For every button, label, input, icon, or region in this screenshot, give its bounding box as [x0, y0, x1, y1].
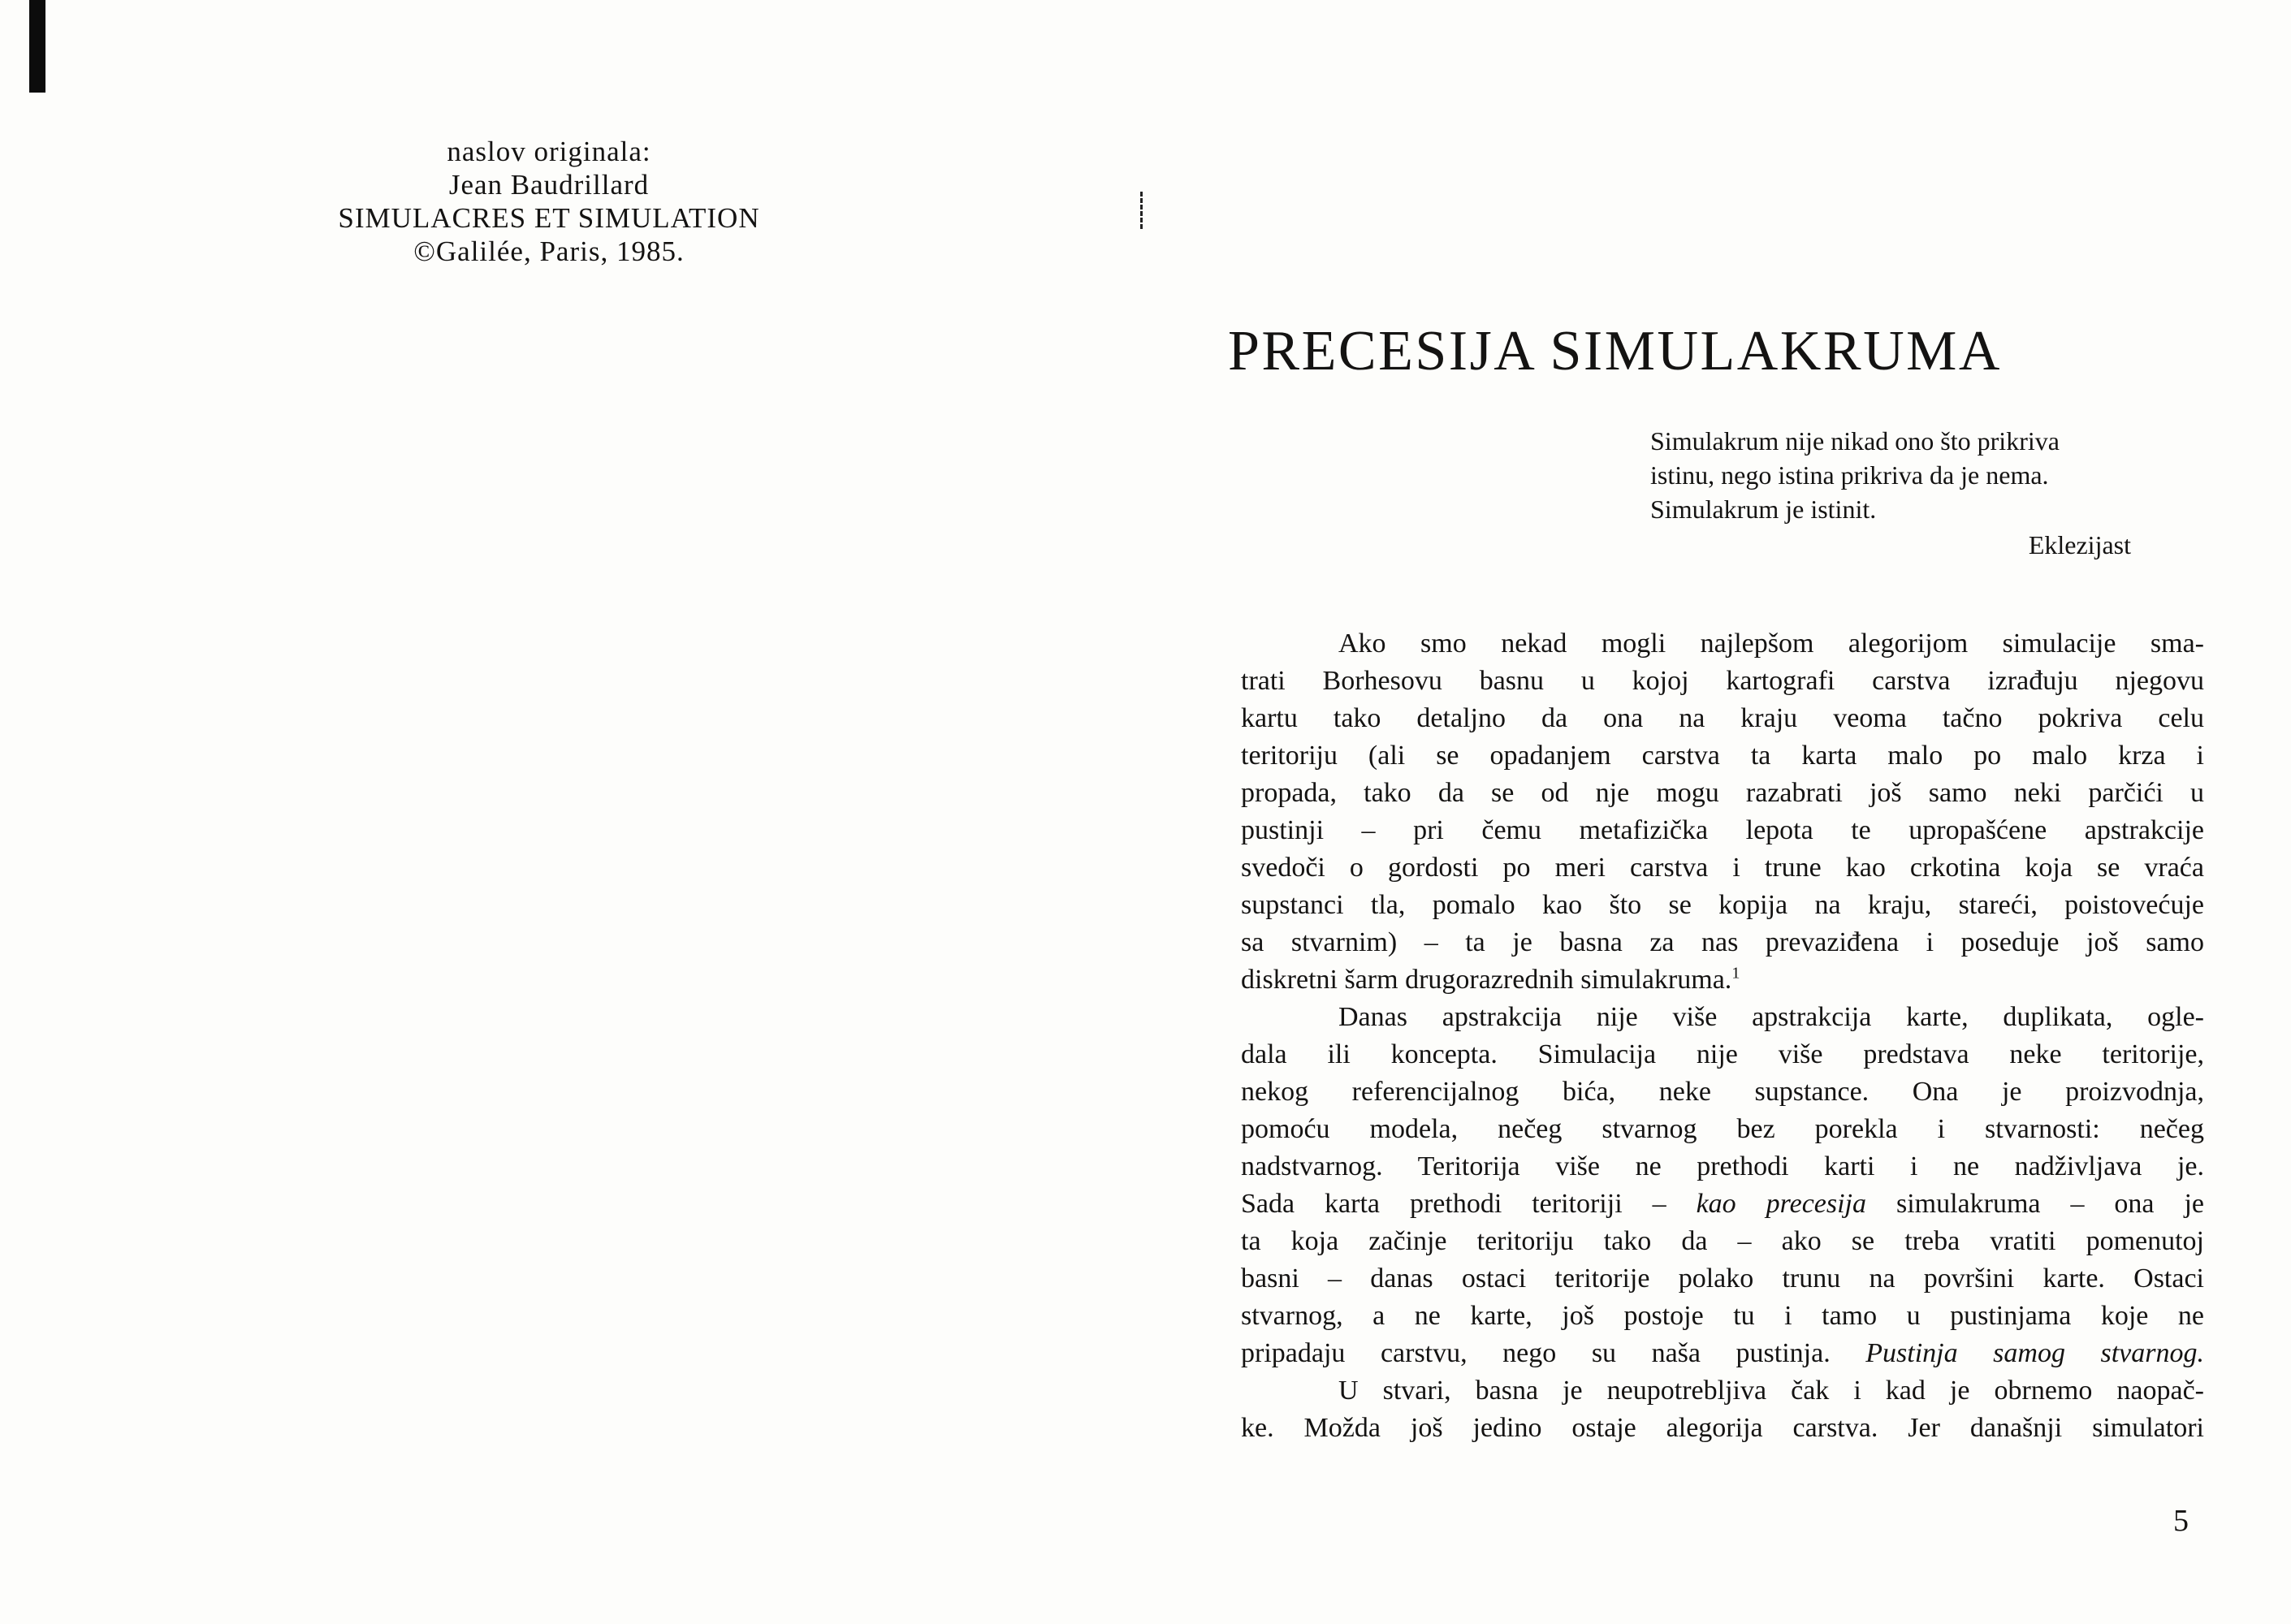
body-line: propada, tako da se od nje mogu razabrati još samo neki parčići u	[1241, 778, 2204, 808]
page-number: 5	[2173, 1504, 2189, 1538]
imprint-line: ©Galilée, Paris, 1985.	[413, 235, 685, 267]
body-line: ta koja začinje teritoriju tako da – ako se treba vratiti pomenutoj	[1241, 1226, 2204, 1256]
body-line: supstanci tla, pomalo kao što se kopija na kraju, stareći, poistovećuje	[1241, 890, 2204, 920]
body-line: diskretni šarm drugorazrednih simulakruma.$^1$	[1241, 964, 1740, 995]
body-line: Danas apstrakcija nije više apstrakcija karte, duplikata, ogle-	[1338, 1002, 2204, 1032]
body-line: sa stvarnim) – ta je basna za nas prevaziđena i poseduje još samo	[1241, 927, 2204, 957]
body-line: teritoriju (ali se opadanjem carstva ta karta malo po malo krza i	[1241, 741, 2204, 771]
body-line: svedoči o gordosti po meri carstva i trune kao crkotina koja se vraća	[1241, 853, 2204, 883]
body-line: ke. Možda još jedino ostaje alegorija carstva. Jer današnji simulatori	[1241, 1413, 2204, 1443]
body-line: nadstvarnog. Teritorija više ne prethodi karti i ne nadživljava je.	[1241, 1151, 2204, 1181]
body-line: Sada karta prethodi teritoriji – kao precesija simulakruma – ona je	[1241, 1189, 2204, 1219]
imprint-line: naslov originala:	[447, 136, 651, 167]
body-text	[1241, 625, 2204, 1447]
epigraph	[1650, 424, 2138, 562]
body-line: kartu tako detaljno da ona na kraju veoma tačno pokriva celu	[1241, 703, 2204, 733]
epigraph-attribution: Eklezijast	[2028, 530, 2131, 559]
body-line: pripadaju carstvu, nego su naša pustinja. Pustinja samog stvarnog.	[1241, 1338, 2205, 1368]
body-line: trati Borhesovu basnu u kojoj kartografi carstva izrađuju njegovu	[1241, 666, 2204, 696]
epigraph-line: istinu, nego istina prikriva da je nema.	[1650, 460, 2049, 490]
body-line: U stvari, basna je neupotrebljiva čak i kad je obrnemo naopač-	[1338, 1376, 2204, 1406]
body-line: pomoću modela, nečeg stvarnog bez porekla i stvarnosti: nečeg	[1241, 1114, 2204, 1144]
body-line: basni – danas ostaci teritorije polako trunu na površini karte. Ostaci	[1241, 1263, 2204, 1294]
epigraph-line: Simulakrum je istinit.	[1650, 495, 1877, 524]
scan-edge-artifact	[29, 0, 45, 93]
imprint-line: SIMULACRES ET SIMULATION	[338, 202, 760, 234]
body-line: pustinji – pri čemu metafizička lepota te upropašćene apstrakcije	[1241, 815, 2204, 845]
body-line: stvarnog, a ne karte, još postoje tu i tamo u pustinjama koje ne	[1241, 1301, 2204, 1331]
chapter-title: PRECESIJA SIMULAKRUMA	[1228, 320, 2002, 382]
epigraph-line: Simulakrum nije nikad ono što prikriva	[1650, 426, 2060, 456]
body-line: nekog referencijalnog bića, neke supstance. Ona je proizvodnja,	[1241, 1077, 2204, 1107]
binding-fold-mark	[1140, 192, 1143, 229]
body-line: Ako smo nekad mogli najlepšom alegorijom simulacije sma-	[1338, 628, 2204, 659]
imprint-block	[281, 135, 817, 268]
imprint-line: Jean Baudrillard	[448, 169, 650, 201]
body-line: dala ili koncepta. Simulacija nije više predstava neke teritorije,	[1241, 1039, 2204, 1069]
